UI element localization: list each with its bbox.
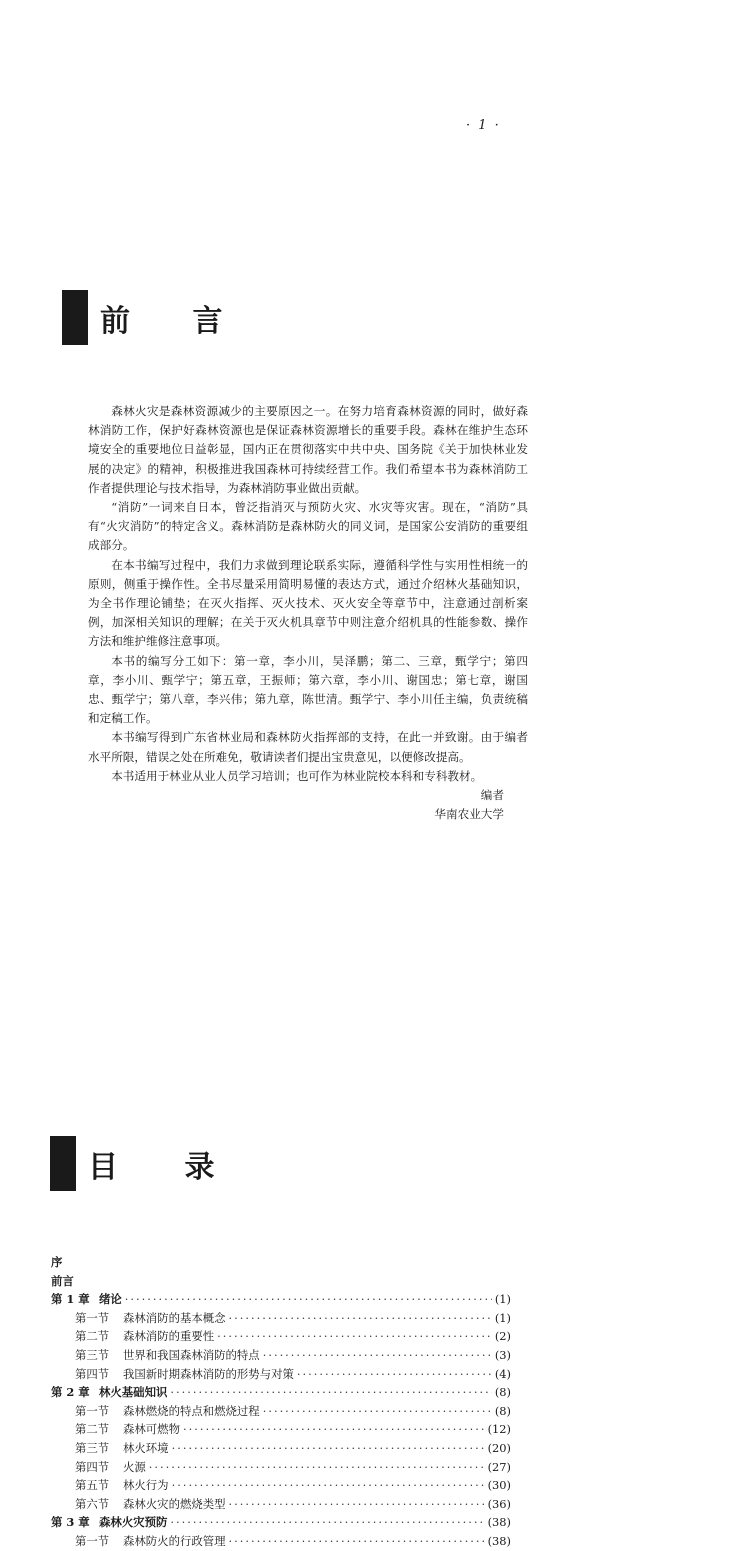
preface-paragraph: 本书的编写分工如下：第一章，李小川，吴泽鹏；第二、三章，甄学宁；第四章，李小川、甄学宁；第五章，王振师；第六章，李小川、谢国忠；第七章，谢国忠、甄学宁；第八章，李兴伟；第九章，陈世清。甄学宁、李小川任主编，负责统稿和定稿工作。 — [88, 653, 528, 726]
toc-entry-number: 前言 — [51, 1273, 74, 1288]
preface-body — [88, 402, 528, 786]
toc-entry-number: 序 — [51, 1255, 63, 1269]
toc-section-row[interactable] — [51, 1309, 511, 1328]
toc-page-number: (8) — [494, 1403, 511, 1418]
toc-entry-label — [51, 1253, 62, 1272]
toc-entry-number: 第五节 — [75, 1478, 110, 1493]
toc-entry-label — [75, 1420, 180, 1439]
toc-heading — [50, 1136, 242, 1191]
toc-dot-leader — [172, 1439, 485, 1458]
preface-paragraph: 本书适用于林业从业人员学习培训；也可作为林业院校本科和专科教材。 — [111, 768, 483, 783]
toc-page-number: (27) — [487, 1459, 511, 1474]
toc-page-number: (38) — [487, 1515, 511, 1530]
toc-entry-number: 第一节 — [75, 1310, 110, 1325]
toc-entry-label — [75, 1476, 169, 1495]
toc-page-number: (30) — [487, 1478, 511, 1493]
toc-entry-label — [75, 1495, 226, 1514]
toc-section-row[interactable] — [51, 1365, 511, 1384]
toc-dot-leader — [172, 1476, 485, 1495]
toc-entry-number: 第六节 — [75, 1496, 110, 1511]
toc-entry-label — [75, 1309, 226, 1328]
toc-section-row[interactable] — [51, 1476, 511, 1495]
toc-front-matter-row[interactable] — [51, 1253, 511, 1272]
toc-entry-number: 第四节 — [75, 1366, 110, 1381]
toc-dot-leader — [170, 1513, 484, 1532]
toc-entry-title: 林火环境 — [123, 1440, 169, 1455]
toc-entry-label — [75, 1365, 294, 1384]
preface-signature — [400, 786, 504, 824]
toc-entry-number: 第三节 — [75, 1347, 110, 1362]
toc-dot-leader — [229, 1532, 485, 1551]
toc-entry-title: 火源 — [123, 1459, 146, 1474]
toc-title: 目 录 — [88, 1149, 243, 1185]
toc-section-row[interactable] — [51, 1495, 511, 1514]
toc-entry-label — [75, 1402, 260, 1421]
toc-dot-leader — [170, 1383, 492, 1402]
toc-section-row[interactable] — [51, 1327, 511, 1346]
toc-page-number: (1) — [494, 1292, 511, 1307]
toc-entry-title: 森林消防的重要性 — [123, 1329, 215, 1344]
toc-page-number: (4) — [494, 1366, 511, 1381]
preface-paragraph: “消防”一词来自日本，曾泛指消灭与预防火灾、水灾等灾害。现在，“消防”具有“火灾消防”的特定含义。森林消防是森林防火的同义词，是国家公安消防的重要组成部分。 — [88, 500, 528, 553]
toc-entry-label — [75, 1532, 226, 1551]
toc-section-row[interactable] — [51, 1346, 511, 1365]
signature-institution: 华南农业大学 — [434, 807, 504, 821]
toc-entry-number: 第一节 — [75, 1533, 110, 1548]
toc-entry-title: 森林可燃物 — [123, 1422, 180, 1437]
page-number: · 1 · — [466, 118, 501, 133]
toc-dot-leader — [297, 1365, 492, 1384]
toc-dot-leader — [263, 1402, 492, 1421]
toc-entry-label — [75, 1439, 169, 1458]
toc-dot-leader — [229, 1309, 492, 1328]
heading-bar-decoration — [50, 1136, 76, 1191]
signature-editor: 编者 — [480, 788, 504, 802]
heading-bar-decoration — [62, 290, 88, 345]
toc-entry-title: 绪论 — [99, 1292, 122, 1307]
toc-entry-title: 森林火灾预防 — [99, 1515, 168, 1530]
toc-section-row[interactable] — [51, 1439, 511, 1458]
toc-entry-number: 第二节 — [75, 1422, 110, 1437]
toc-dot-leader — [149, 1458, 485, 1477]
toc-entry-title: 森林消防的基本概念 — [123, 1310, 226, 1325]
toc-entry-label — [51, 1383, 167, 1402]
preface-paragraph: 本书编写得到广东省林业局和森林防火指挥部的支持，在此一并致谢。由于编者水平所限，错误之处在所难免，敬请读者们提出宝贵意见，以便修改提高。 — [88, 730, 528, 764]
toc-section-row[interactable] — [51, 1402, 511, 1421]
toc-dot-leader — [125, 1290, 492, 1309]
preface-paragraph: 在本书编写过程中，我们力求做到理论联系实际，遵循科学性与实用性相统一的原则，侧重于操作性。全书尽量采用简明易懂的表达方式，通过介绍林火基础知识，为全书作理论铺垫；在灭火指挥、灭火技术、灭火安全等章节中，注意通过剖析案例，加深相关知识的理解；在关于灭火机具章节中则注意介绍机具的性能参数、操作方法和维护维修注意事项。 — [88, 557, 528, 649]
toc-page-number: (8) — [494, 1385, 511, 1400]
toc-front-matter-row[interactable] — [51, 1272, 511, 1291]
toc-entry-number: 第三节 — [75, 1440, 110, 1455]
toc-dot-leader — [229, 1495, 485, 1514]
toc-section-row[interactable] — [51, 1458, 511, 1477]
toc-page-number: (2) — [494, 1329, 511, 1344]
toc-entry-number: 第四节 — [75, 1459, 110, 1474]
toc-page-number: (12) — [487, 1422, 511, 1437]
toc-entry-title: 世界和我国森林消防的特点 — [123, 1347, 260, 1362]
toc-entry-label — [75, 1346, 260, 1365]
toc-entry-number: 第 1 章 — [51, 1292, 90, 1307]
table-of-contents — [51, 1253, 511, 1551]
toc-entry-label — [51, 1290, 122, 1309]
toc-entry-title: 林火行为 — [123, 1478, 169, 1493]
toc-entry-title: 我国新时期森林消防的形势与对策 — [123, 1366, 294, 1381]
toc-page-number: (3) — [494, 1347, 511, 1362]
toc-page-number: (1) — [494, 1310, 511, 1325]
toc-entry-title: 林火基础知识 — [99, 1385, 168, 1400]
toc-entry-label — [51, 1513, 167, 1532]
toc-entry-number: 第 3 章 — [51, 1515, 90, 1530]
toc-entry-label — [75, 1458, 146, 1477]
preface-paragraph: 森林火灾是森林资源减少的主要原因之一。在努力培育森林资源的同时，做好森林消防工作，保护好森林资源也是保证森林资源增长的重要手段。森林在维护生态环境安全的重要地位日益彰显，国内正在贯彻落实中共中央、国务院《关于加快林业发展的决定》的精神，积极推进我国森林可持续经营工作。我们希望本书为森林消防工作者提供理论与技术指导，为森林消防事业做出贡献。 — [88, 404, 528, 495]
toc-entry-title: 森林防火的行政管理 — [123, 1533, 226, 1548]
toc-dot-leader — [183, 1420, 485, 1439]
toc-chapter-row[interactable] — [51, 1383, 511, 1402]
preface-heading — [62, 290, 248, 345]
toc-entry-number: 第一节 — [75, 1403, 110, 1418]
toc-page-number: (38) — [487, 1533, 511, 1548]
toc-entry-label — [75, 1327, 214, 1346]
toc-entry-number: 第 2 章 — [51, 1385, 90, 1400]
toc-entry-number: 第二节 — [75, 1329, 110, 1344]
toc-entry-title: 森林燃烧的特点和燃烧过程 — [123, 1403, 260, 1418]
toc-chapter-row[interactable] — [51, 1513, 511, 1532]
toc-section-row[interactable] — [51, 1420, 511, 1439]
toc-entry-label — [51, 1272, 74, 1291]
toc-page-number: (36) — [487, 1496, 511, 1511]
preface-title: 前 言 — [100, 303, 249, 339]
toc-section-row[interactable] — [51, 1532, 511, 1551]
toc-chapter-row[interactable] — [51, 1290, 511, 1309]
toc-dot-leader — [217, 1327, 492, 1346]
toc-entry-title: 森林火灾的燃烧类型 — [123, 1496, 226, 1511]
toc-dot-leader — [263, 1346, 492, 1365]
toc-page-number: (20) — [487, 1440, 511, 1455]
